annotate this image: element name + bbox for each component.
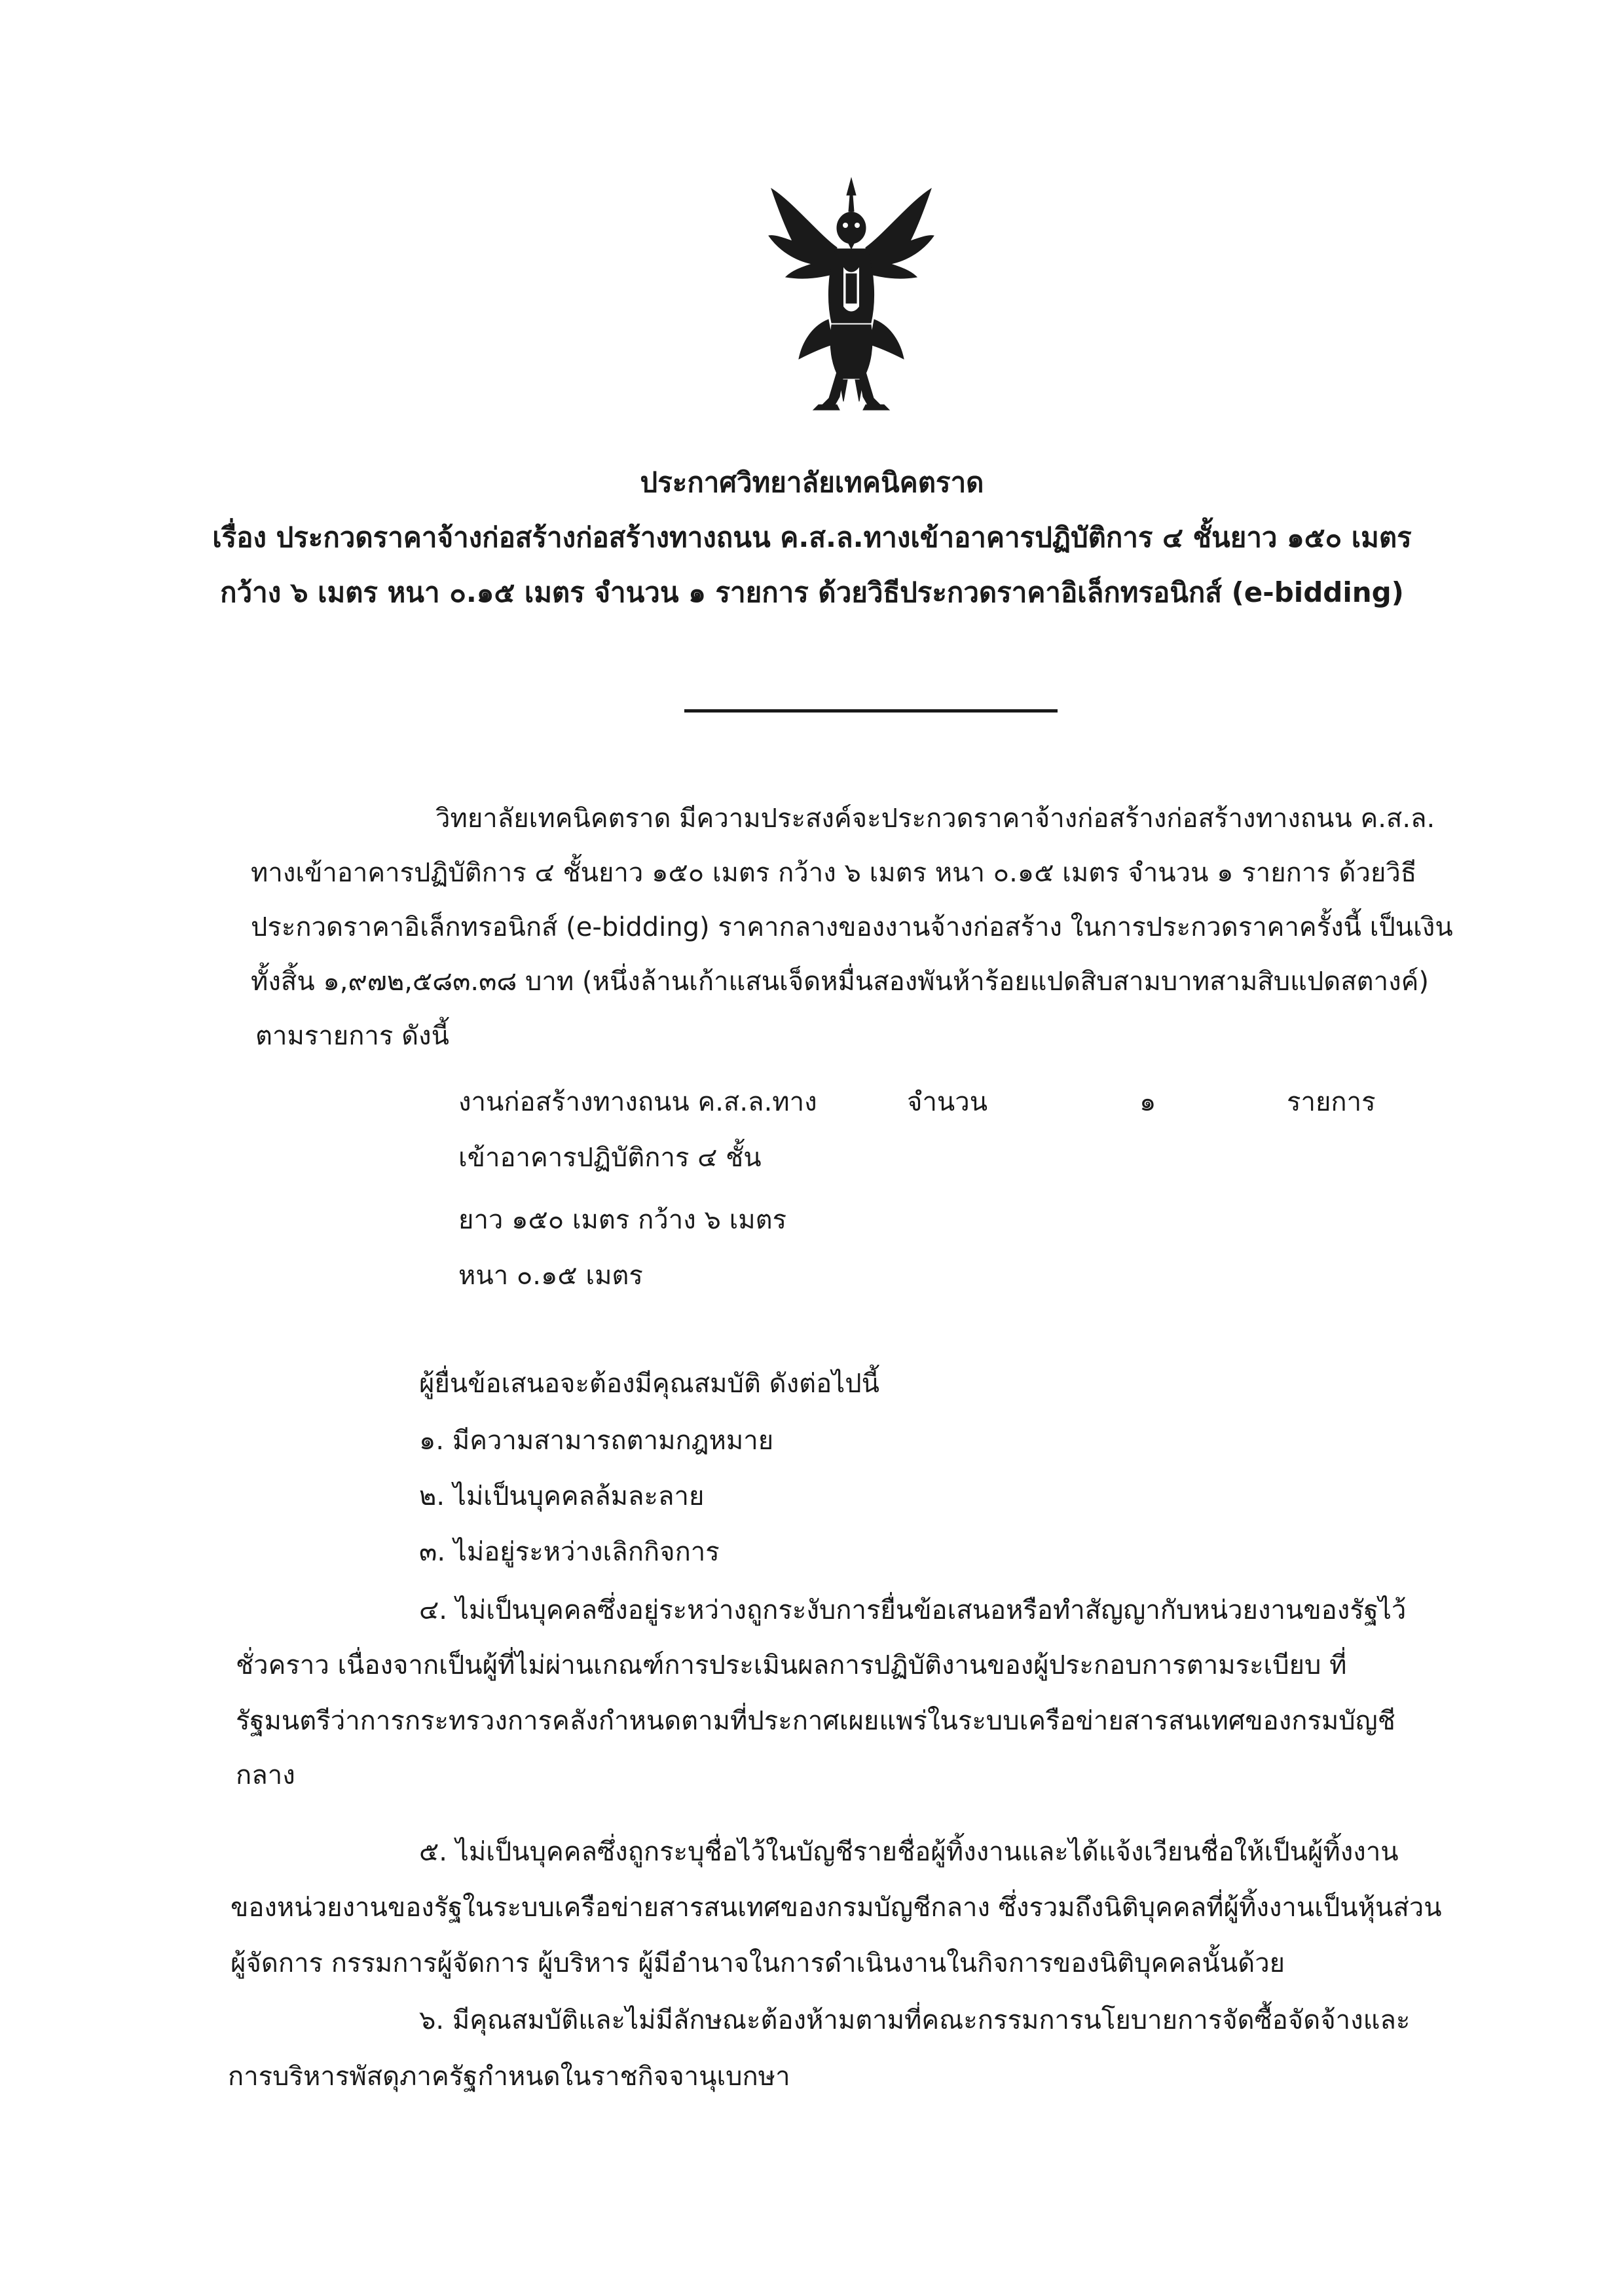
intro-line-2: ทางเข้าอาคารปฏิบัติการ ๔ ชั้นยาว ๑๕๐ เมตร กว้าง ๖ เมตร หนา ๐.๑๕ เมตร จำนวน ๑ รายการ ด้วยวิธี: [251, 858, 1417, 888]
subject-line-2: กว้าง ๖ เมตร หนา ๐.๑๕ เมตร จำนวน ๑ รายการ ด้วยวิธีประกวดราคาอิเล็กทรอนิกส์ (e-bidding): [220, 576, 1404, 608]
item-unit: รายการ: [1287, 1087, 1376, 1117]
garuda-emblem-icon: [766, 176, 936, 411]
subject-line-1: เรื่อง ประกวดราคาจ้างก่อสร้างก่อสร้างทางถนน ค.ส.ล.ทางเข้าอาคารปฏิบัติการ ๔ ชั้นยาว ๑๕๐ เมตร: [212, 521, 1412, 553]
qualification-2: ๒. ไม่เป็นบุคคลล้มละลาย: [419, 1481, 705, 1511]
item-name-line-4: หนา ๐.๑๕ เมตร: [458, 1261, 643, 1291]
qualification-5-line-3: ผู้จัดการ กรรมการผู้จัดการ ผู้บริหาร ผู้มีอำนาจในการดำเนินงานในกิจการของนิติบุคคลนั้นด้วย: [231, 1948, 1285, 1978]
item-name-line-3: ยาว ๑๕๐ เมตร กว้าง ๖ เมตร: [458, 1205, 787, 1235]
qualification-4-line-4: กลาง: [236, 1760, 295, 1790]
title-divider: [684, 709, 1058, 713]
qualification-4-line-1: ๔. ไม่เป็นบุคคลซึ่งอยู่ระหว่างถูกระงับการยื่นข้อเสนอหรือทำสัญญากับหน่วยงานของรัฐไว้: [419, 1595, 1407, 1625]
qualification-6-line-1: ๖. มีคุณสมบัติและไม่มีลักษณะต้องห้ามตามที่คณะกรรมการนโยบายการจัดซื้อจัดจ้างและ: [419, 2005, 1411, 2035]
qualification-5-line-1: ๕. ไม่เป็นบุคคลซึ่งถูกระบุชื่อไว้ในบัญชีรายชื่อผู้ทิ้งงานและได้แจ้งเวียนชื่อให้เป็นผู้ทิ้งงาน: [419, 1837, 1399, 1867]
qualification-5-line-2: ของหน่วยงานของรัฐในระบบเครือข่ายสารสนเทศของกรมบัญชีกลาง ซึ่งรวมถึงนิติบุคคลที่ผู้ทิ้งงานเป็นหุ้นส่วน: [231, 1893, 1442, 1923]
item-name-line-1: งานก่อสร้างทางถนน ค.ส.ล.ทาง: [458, 1087, 817, 1117]
qualification-4-line-2: ชั่วคราว เนื่องจากเป็นผู้ที่ไม่ผ่านเกณฑ์การประเมินผลการปฏิบัติงานของผู้ประกอบการตามระเบียบ ที่: [236, 1650, 1347, 1680]
qualification-6-line-2: การบริหารพัสดุภาครัฐกำหนดในราชกิจจานุเบกษา: [228, 2062, 790, 2092]
intro-line-4: ทั้งสิ้น ๑,๙๗๒,๕๘๓.๓๘ บาท (หนึ่งล้านเก้าแสนเจ็ดหมื่นสองพันห้าร้อยแปดสิบสามบาทสามสิบแปดสตางค์): [251, 967, 1430, 997]
intro-line-5: ตามรายการ ดังนี้: [255, 1021, 449, 1051]
item-qty-value: ๑: [1139, 1087, 1156, 1117]
intro-line-3: ประกวดราคาอิเล็กทรอนิกส์ (e-bidding) ราคากลางของงานจ้างก่อสร้าง ในการประกวดราคาครั้งนี้ เป็นเงิน: [251, 912, 1453, 942]
item-name-line-2: เข้าอาคารปฏิบัติการ ๔ ชั้น: [458, 1143, 762, 1173]
qualification-3: ๓. ไม่อยู่ระหว่างเลิกกิจการ: [419, 1537, 720, 1567]
qualification-4-line-3: รัฐมนตรีว่าการกระทรวงการคลังกำหนดตามที่ประกาศเผยแพร่ในระบบเครือข่ายสารสนเทศของกรมบัญชี: [236, 1706, 1395, 1736]
announcement-title-block: [164, 455, 1460, 620]
org-title: ประกาศวิทยาลัยเทคนิคตราด: [640, 466, 984, 498]
item-qty-label: จำนวน: [907, 1087, 988, 1117]
intro-line-1: วิทยาลัยเทคนิคตราด มีความประสงค์จะประกวดราคาจ้างก่อสร้างก่อสร้างทางถนน ค.ส.ล.: [435, 804, 1435, 834]
qualifications-heading: ผู้ยื่นข้อเสนอจะต้องมีคุณสมบัติ ดังต่อไปนี้: [419, 1369, 879, 1399]
qualification-1: ๑. มีความสามารถตามกฎหมาย: [419, 1426, 774, 1456]
